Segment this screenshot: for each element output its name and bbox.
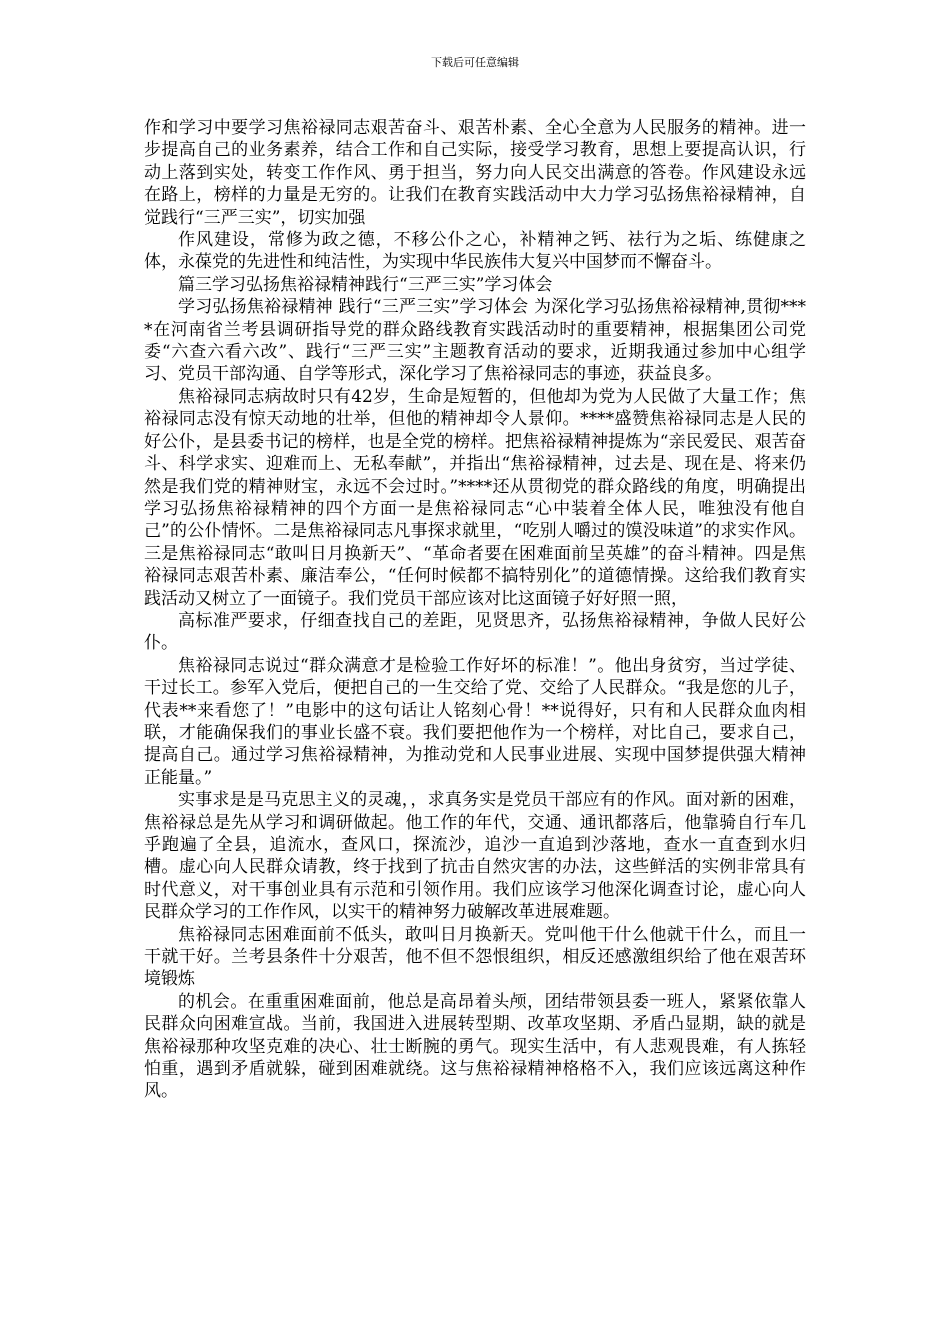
section-heading: 篇三学习弘扬焦裕禄精神践行“三严三实”学习体会 bbox=[178, 274, 553, 295]
paragraph-1: 作和学习中要学习焦裕禄同志艰苦奋斗、艰苦朴素、全心全意为人民服务的精神。进一步提高自己的业务素养，结合工作和自己实际，接受学习教育，思想上要提高认识，行动上落到实处，转变工作作风、勇于担当，努力向人民交出满意的答卷。作风建设永远在路上，榜样的力量是无穷的。让我们在教育实践活动中大力学习弘扬焦裕禄精神，自觉践行“三严三实”，切实加强 bbox=[144, 118, 806, 228]
paragraph-10: 的机会。在重重困难面前，他总是高昂着头颅，团结带领县委一班人，紧紧依靠人民群众向困难宣战。当前，我国进入进展转型期、改革攻坚期、矛盾凸显期，缺的就是焦裕禄那种攻坚克难的决心、壮士断腕的勇气。现实生活中，有人悲观畏难，有人拣轻怕重，遇到矛盾就躲，碰到困难就绕。这与焦裕禄精神格格不入，我们应该远离这种作风。 bbox=[144, 991, 806, 1102]
paragraph-2: 作风建设，常修为政之德，不移公仆之心，补精神之钙、祛行为之垢、练健康之体，永葆党的先进性和纯洁性，为实现中华民族伟大复兴中国梦而不懈奋斗。 bbox=[144, 230, 806, 273]
paragraph-7: 焦裕禄同志说过“群众满意才是检验工作好坏的标准！”。他出身贫穷，当过学徒、干过长工。参军入党后，便把自己的一生交给了党、交给了人民群众。“我是您的儿子，代表**来看您了！”电影中的这句话让人铭刻心骨！**说得好，只有和人民群众血肉相联，才能确保我们的事业长盛不衰。我们要把他作为一个榜样，对比自己，要求自己，提高自己。通过学习焦裕禄精神，为推动党和人民事业进展、实现中国梦提供强大精神正能量。” bbox=[144, 655, 806, 788]
paragraph-5: 焦裕禄同志病故时只有42岁，生命是短暂的，但他却为党为人民做了大量工作；焦裕禄同志没有惊天动地的壮举，但他的精神却令人景仰。****盛赞焦裕禄同志是人民的好公仆，是县委书记的榜样，也是全党的榜样。把焦裕禄精神提炼为“亲民爱民、艰苦奋斗、科学求实、迎难而上、无私奉献”，并指出“焦裕禄精神，过去是、现在是、将来仍然是我们党的精神财宝，永远不会过时。”****还从贯彻党的群众路线的角度，明确提出学习弘扬焦裕禄精神的四个方面一是焦裕禄同志“心中装着全体人民，唯独没有他自己”的公仆情怀。二是焦裕禄同志凡事探求就里，“吃别人嚼过的馍没味道”的求实作风。三是焦裕禄同志“敢叫日月换新天”、“革命者要在困难面前呈英雄”的奋斗精神。四是焦裕禄同志艰苦朴素、廉洁奉公，“任何时候都不搞特别化”的道德情操。这给我们教育实践活动又树立了一面镜子。我们党员干部应该对比这面镜子好好照一照， bbox=[144, 386, 806, 609]
paragraph-6: 高标准严要求，仔细查找自己的差距，见贤思齐，弘扬焦裕禄精神，争做人民好公仆。 bbox=[144, 610, 806, 654]
page-header: 下载后可任意编辑 bbox=[431, 56, 519, 69]
paragraph-9: 焦裕禄同志困难面前不低头，敢叫日月换新天。党叫他干什么他就干什么，而且一干就干好。兰考县条件十分艰苦，他不但不怨恨组织，相反还感激组织给了他在艰苦环境锻炼 bbox=[144, 924, 806, 990]
paragraph-8: 实事求是是马克思主义的灵魂，，求真务实是党员干部应有的作风。面对新的困难，焦裕禄总是先从学习和调研做起。他工作的年代，交通、通讯都落后，他靠骑自行车几乎跑遍了全县，追流水，查风口，探流沙，追沙一直追到沙落地，查水一直查到水归槽。虚心向人民群众请教，终于找到了抗击自然灾害的办法，这些鲜活的实例非常具有时代意义，对干事创业具有示范和引领作用。我们应该学习他深化调查讨论，虚心向人民群众学习的工作作风，以实干的精神努力破解改革进展难题。 bbox=[144, 790, 806, 923]
paragraph-4: 学习弘扬焦裕禄精神 践行“三严三实”学习体会 为深化学习弘扬焦裕禄精神,贯彻****在河南省兰考县调研指导党的群众路线教育实践活动时的重要精神，根据集团公司党委“六查六看六改”、践行“三严三实”主题教育活动的要求，近期我通过参加中心组学习、党员干部沟通、自学等形式，深化学习了焦裕禄同志的事迹，获益良多。 bbox=[144, 297, 806, 385]
document-body bbox=[144, 117, 806, 1103]
